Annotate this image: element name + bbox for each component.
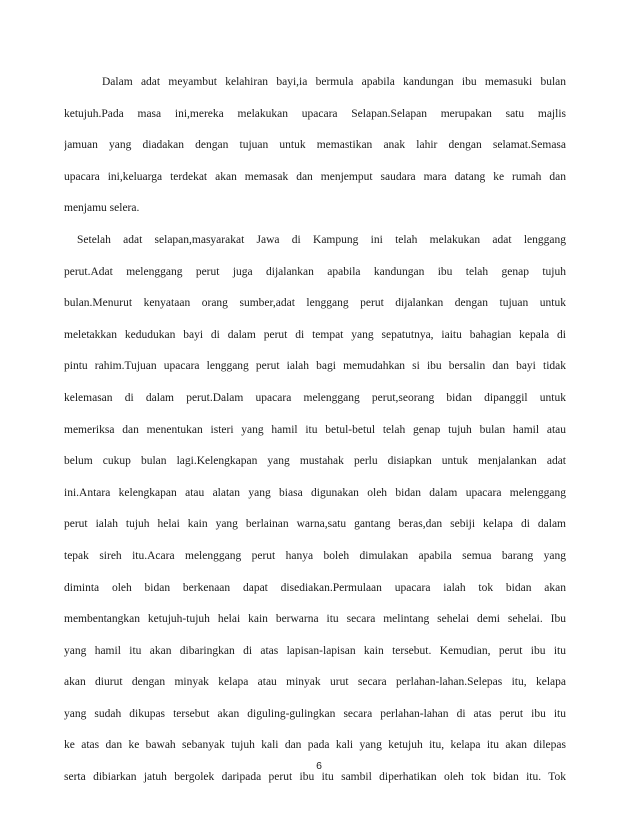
text-line: tepak sireh itu.Acara melenggang perut hanya boleh dimulakan apabila semua barang yang — [64, 549, 566, 562]
text-line: Dalam adat meyambut kelahiran bayi,ia bermula apabila kandungan ibu memasuki bulan — [102, 76, 566, 88]
text-line: upacara ini,keluarga terdekat akan memasak dan menjemput saudara mara datang ke rumah dan — [64, 170, 566, 183]
text-line: memeriksa dan menentukan isteri yang hamil itu betul-betul telah genap tujuh bulan hamil atau — [64, 423, 566, 436]
body-text — [64, 67, 566, 794]
text-line: belum cukup bulan lagi.Kelengkapan yang mustahak perlu disiapkan untuk menjalankan adat — [64, 455, 566, 468]
page-number: 6 — [316, 760, 322, 772]
text-line: ini.Antara kelengkapan atau alatan yang biasa digunakan oleh bidan dalam upacara melenggang — [64, 486, 566, 499]
text-line: bulan.Menurut kenyataan orang sumber,adat lenggang perut dijalankan dengan tujuan untuk — [64, 297, 566, 310]
text-line: kelemasan di dalam perut.Dalam upacara melenggang perut,seorang bidan dipanggil untuk — [64, 391, 566, 404]
text-line: yang hamil itu akan dibaringkan di atas lapisan-lapisan kain tersebut. Kemudian, perut ibu itu — [64, 644, 566, 657]
text-line: perut ialah tujuh helai kain yang berlainan warna,satu gantang beras,dan sebiji kelapa di dalam — [64, 518, 566, 531]
text-line: jamuan yang diadakan dengan tujuan untuk memastikan anak lahir dengan selamat.Semasa — [64, 139, 566, 152]
text-line: Setelah adat selapan,masyarakat Jawa di Kampung ini telah melakukan adat lenggang — [77, 233, 566, 246]
text-line: akan diurut dengan minyak kelapa atau minyak urut secara perlahan-lahan.Selepas itu, kelapa — [64, 676, 566, 689]
paragraph-2 — [64, 225, 566, 794]
text-line: menjamu selera. — [64, 202, 140, 215]
text-line: yang sudah dikupas tersebut akan diguling-gulingkan secara perlahan-lahan di atas perut ibu itu — [64, 707, 566, 720]
text-line: diminta oleh bidan berkenaan dapat disediakan.Permulaan upacara ialah tok bidan akan — [64, 581, 566, 594]
paragraph-1 — [64, 67, 566, 225]
text-line: meletakkan kedudukan bayi di dalam perut di tempat yang sepatutnya, iaitu bahagian kepala di — [64, 328, 566, 341]
text-line: ketujuh.Pada masa ini,mereka melakukan upacara Selapan.Selapan merupakan satu majlis — [64, 107, 566, 120]
text-line: pintu rahim.Tujuan upacara lenggang perut ialah bagi memudahkan si ibu bersalin dan bayi tidak — [64, 360, 566, 373]
text-line: ke atas dan ke bawah sebanyak tujuh kali dan pada kali yang ketujuh itu, kelapa itu akan dilepas — [64, 739, 566, 752]
text-line: membentangkan ketujuh-tujuh helai kain berwarna itu secara melintang sehelai demi sehelai. Ibu — [64, 613, 566, 626]
text-line: perut.Adat melenggang perut juga dijalankan apabila kandungan ibu telah genap tujuh — [64, 265, 566, 278]
text-line: serta dibiarkan jatuh bergolek daripada perut ibu itu sambil diperhatikan oleh tok bidan itu. Tok — [64, 771, 566, 784]
